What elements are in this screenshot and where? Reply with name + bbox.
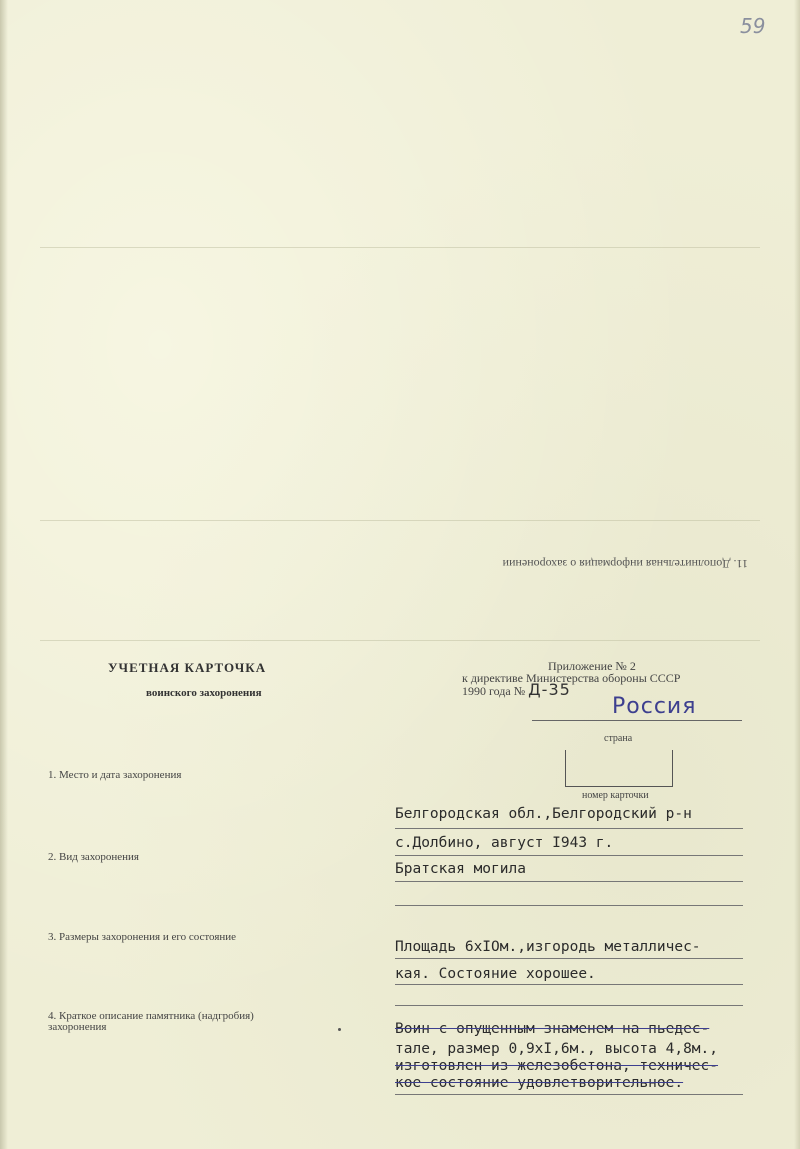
field-rule <box>395 881 743 882</box>
field-4-line-3 <box>395 1058 718 1074</box>
paper-edge-left <box>0 0 8 1149</box>
appendix-line-2: к директиве Министерства обороны СССР <box>462 671 681 685</box>
field-rule <box>395 958 743 959</box>
field-1-label: 1. Место и дата захоронения <box>48 769 182 781</box>
appendix-line-1: Приложение № 2 <box>548 659 636 673</box>
field-2-label: 2. Вид захоронения <box>48 851 139 863</box>
card-number-label: номер карточки <box>582 790 649 801</box>
field-rule <box>395 855 743 856</box>
field-3-label: 3. Размеры захоронения и его состояние <box>48 931 237 943</box>
field-3-line-2: кая. Состояние хорошее. <box>395 966 596 982</box>
field-4-line-4-text: кое состояние удовлетворительное. <box>395 1075 684 1091</box>
card-number-box <box>565 750 673 787</box>
field-rule <box>395 828 743 829</box>
card-subtitle: воинского захоронения <box>146 687 262 699</box>
ink-dot <box>338 1028 341 1031</box>
country-label: страна <box>604 733 633 744</box>
field-rule <box>395 984 743 985</box>
field-4-line-1 <box>395 1021 709 1037</box>
paper-fold-line <box>40 640 760 641</box>
field-3-line-1: Площадь 6хIOм.,изгородь металличес- <box>395 939 701 955</box>
appendix-reference <box>462 660 680 697</box>
field-rule <box>395 905 743 906</box>
field-rule <box>395 1094 743 1095</box>
appendix-line-3: 1990 года № <box>462 684 526 698</box>
field-4-line-2: тале, размер 0,9хI,6м., высота 4,8м., <box>395 1041 719 1057</box>
section-11-heading: 11. Дополнительная информация о захоронении <box>502 557 748 571</box>
country-underline <box>532 720 742 721</box>
directive-number: Д-35 <box>528 680 571 699</box>
field-1-line-1: Белгородская обл.,Белгородский р-н <box>395 806 692 822</box>
paper-fold-line <box>40 247 760 248</box>
field-1-line-2: с.Долбино, август I943 г. <box>395 835 614 851</box>
field-4-line-1-text: Воин с опущенным знаменем на пьедес- <box>395 1021 710 1037</box>
field-4-label-continuation: захоронения <box>48 1021 107 1033</box>
paper-fold-line <box>40 520 760 521</box>
field-4-line-4 <box>395 1075 683 1091</box>
field-rule <box>395 1005 743 1006</box>
field-2-line-1: Братская могила <box>395 861 526 877</box>
field-4-line-3-text: изготовлен из железобетона, техничес- <box>395 1058 719 1074</box>
paper-edge-right <box>794 0 800 1149</box>
card-title: УЧЕТНАЯ КАРТОЧКА <box>108 660 267 675</box>
country-value: Россия <box>612 694 697 719</box>
page-number: 59 <box>740 14 766 38</box>
field-4-label: 4. Краткое описание памятника (надгробия) <box>48 1010 254 1022</box>
